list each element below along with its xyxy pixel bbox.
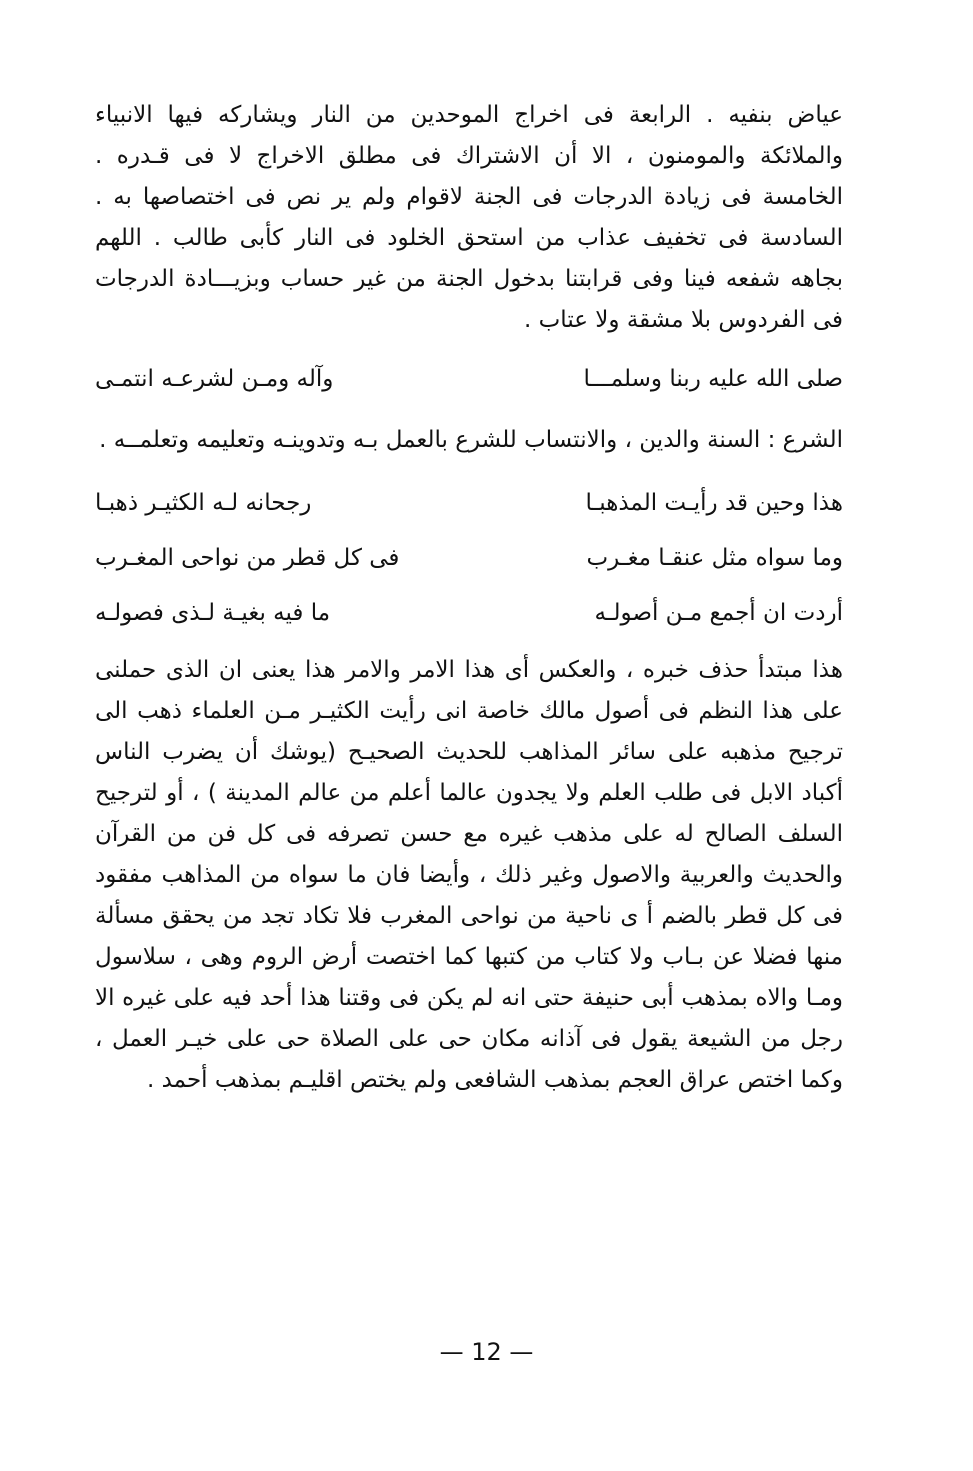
verse-line: [95, 538, 843, 579]
verse-second-hemistich: وآله ومـن لشرعـه انتمـى: [95, 366, 334, 392]
verse-first-hemistich: وما سواه مثل عنقـا مغـرب: [586, 545, 843, 571]
verse-group: [95, 483, 843, 634]
page-number: — 12 —: [439, 1338, 534, 1366]
verse-line: [95, 593, 843, 634]
verse-second-hemistich: رجحانه لـه الكثيـر ذهبـا: [95, 490, 312, 516]
page-content: [95, 95, 843, 1101]
paragraph-intercession: عياض بنفيه . الرابعة فى اخراج الموحدين من النار ويشاركه فيها الانبياء والملائكة والمومنون ، الا أن الاشتراك فى مطلق الاخراج لا فى قـدره . الخامسة فى زيادة الدرجات فى الجنة لاقوام ولم ير نص فى اختصاصها به . السادسة فى تخفيف عذاب من استحق الخلود فى النار كأبى طالب . اللهم بجاهه شفعه فينا وفى قرابتنا بدخول الجنة من غير حساب وبزيـــادة الدرجات فى الفردوس بلا مشقة ولا عتاب .: [95, 102, 843, 333]
paragraph-sharia-definition: الشرع : السنة والدين ، والانتساب للشرع بالعمل بـه وتدوينـه وتعليمه وتعلمــه .: [99, 427, 843, 453]
verse-second-hemistich: فى كل قطر من نواحى المغـرب: [95, 545, 400, 571]
verse-first-hemistich: صلى الله عليه ربنا وسلمـــا: [583, 366, 843, 392]
verse-line: [95, 483, 843, 524]
verse-line: [95, 359, 843, 400]
verse-first-hemistich: أردت ان أجمع مـن أصولـه: [594, 600, 843, 626]
verse-second-hemistich: ما فيه بغيـة لـذى فصولـه: [95, 600, 331, 626]
verse-first-hemistich: هذا وحين قد رأيـت المذهبـا: [585, 490, 843, 516]
paragraph-commentary: هذا مبتدأ حذف خبره ، والعكس أى هذا الامر والامر هذا يعنى ان الذى حملنى على هذا النظم فى أصول مالك خاصة انى رأيت الكثيـر مـن العلماء ذهب الى ترجيح مذهبه على سائر المذاهب للحديث الصحيـح (يوشك أن يضرب الناس أكباد الابل فى طلب العلم ولا يجدون عالما أعلم من عالم المدينة ) ، أو لترجيح السلف الصالح له على مذهب غيره مع حسن تصرفه فى كل فن من القرآن والحديث والعربية والاصول وغير ذلك ، وأيضا فان ما سواه من المذاهب مفقود فى كل قطر بالضم أ ى ناحية من نواحى المغرب فلا تكاد تجد من يحقق مسألة منها فضلا عن بـاب ولا كتاب من كتبها كما اختصت أرض الروم وهى ، سلاسول ومـا والاه بمذهب أبى حنيفة حتى انه لم يكن فى وقتنا هذا أحد فيه على غيره الا رجل من الشيعة يقول فى آذانه مكان حى على الصلاة حى على خيـر العمل ، وكما اختص عراق العجم بمذهب الشافعى ولم يختص اقليـم بمذهب أحمد .: [95, 657, 843, 1093]
